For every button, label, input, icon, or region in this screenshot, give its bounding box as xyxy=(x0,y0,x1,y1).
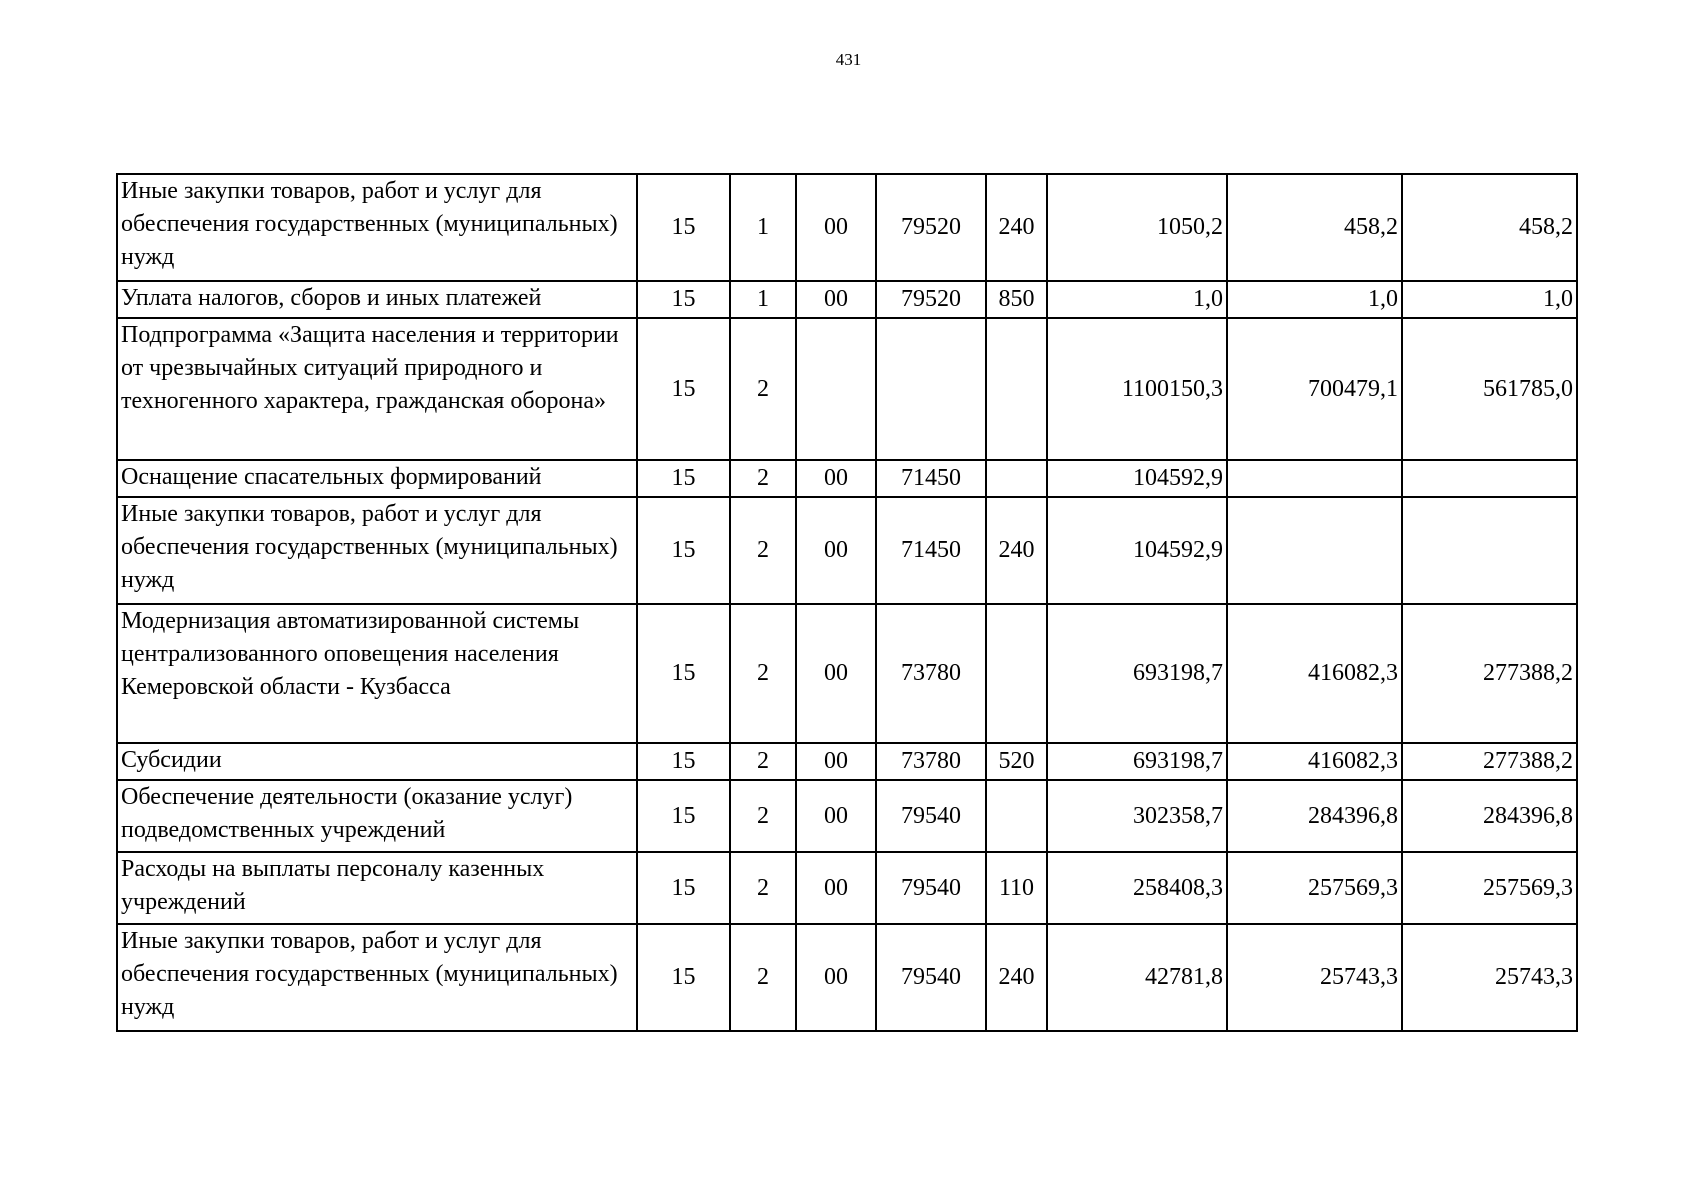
table-row xyxy=(117,460,1577,497)
amount-1: 1100150,3 xyxy=(1047,318,1227,460)
article-code: 79520 xyxy=(876,174,986,281)
expense-type-code xyxy=(986,460,1047,497)
table-row xyxy=(117,497,1577,604)
program-code: 15 xyxy=(637,174,730,281)
table-row xyxy=(117,318,1577,460)
amount-2 xyxy=(1227,497,1402,604)
direction-code: 00 xyxy=(796,924,876,1031)
expense-type-code xyxy=(986,604,1047,743)
amount-3: 1,0 xyxy=(1402,281,1577,318)
subprogram-code: 1 xyxy=(730,281,796,318)
amount-3: 25743,3 xyxy=(1402,924,1577,1031)
amount-2: 284396,8 xyxy=(1227,780,1402,852)
expense-type-code: 110 xyxy=(986,852,1047,924)
amount-1: 258408,3 xyxy=(1047,852,1227,924)
amount-2: 458,2 xyxy=(1227,174,1402,281)
expense-type-code: 240 xyxy=(986,924,1047,1031)
row-name: Подпрограмма «Защита населения и территории от чрезвычайных ситуаций природного и техногенного характера, гражданская оборона» xyxy=(117,318,637,460)
amount-3: 561785,0 xyxy=(1402,318,1577,460)
program-code: 15 xyxy=(637,780,730,852)
table-row xyxy=(117,780,1577,852)
program-code: 15 xyxy=(637,318,730,460)
subprogram-code: 2 xyxy=(730,924,796,1031)
direction-code: 00 xyxy=(796,497,876,604)
table-row xyxy=(117,743,1577,780)
expense-type-code xyxy=(986,318,1047,460)
direction-code: 00 xyxy=(796,174,876,281)
row-name: Иные закупки товаров, работ и услуг для обеспечения государственных (муниципальных) нужд xyxy=(117,924,637,1031)
amount-2: 416082,3 xyxy=(1227,604,1402,743)
amount-2: 25743,3 xyxy=(1227,924,1402,1031)
subprogram-code: 2 xyxy=(730,604,796,743)
amount-1: 693198,7 xyxy=(1047,604,1227,743)
row-name: Расходы на выплаты персоналу казенных учреждений xyxy=(117,852,637,924)
subprogram-code: 2 xyxy=(730,852,796,924)
amount-2 xyxy=(1227,460,1402,497)
amount-2: 257569,3 xyxy=(1227,852,1402,924)
row-name: Уплата налогов, сборов и иных платежей xyxy=(117,281,637,318)
expense-type-code: 240 xyxy=(986,174,1047,281)
table-row xyxy=(117,281,1577,318)
table-row xyxy=(117,604,1577,743)
direction-code: 00 xyxy=(796,281,876,318)
program-code: 15 xyxy=(637,924,730,1031)
article-code: 79540 xyxy=(876,852,986,924)
table-row xyxy=(117,852,1577,924)
direction-code: 00 xyxy=(796,460,876,497)
budget-table xyxy=(116,173,1578,1032)
row-name: Иные закупки товаров, работ и услуг для обеспечения государственных (муниципальных) нужд xyxy=(117,497,637,604)
amount-1: 693198,7 xyxy=(1047,743,1227,780)
direction-code: 00 xyxy=(796,743,876,780)
amount-2: 700479,1 xyxy=(1227,318,1402,460)
expense-type-code: 520 xyxy=(986,743,1047,780)
page-number: 431 xyxy=(835,50,862,69)
program-code: 15 xyxy=(637,604,730,743)
table-row xyxy=(117,924,1577,1031)
subprogram-code: 2 xyxy=(730,497,796,604)
direction-code: 00 xyxy=(796,852,876,924)
article-code: 79540 xyxy=(876,780,986,852)
row-name: Субсидии xyxy=(117,743,637,780)
direction-code xyxy=(796,318,876,460)
direction-code: 00 xyxy=(796,604,876,743)
subprogram-code: 2 xyxy=(730,743,796,780)
article-code: 71450 xyxy=(876,460,986,497)
amount-1: 1050,2 xyxy=(1047,174,1227,281)
row-name: Оснащение спасательных формирований xyxy=(117,460,637,497)
article-code: 73780 xyxy=(876,743,986,780)
article-code: 79520 xyxy=(876,281,986,318)
amount-2: 416082,3 xyxy=(1227,743,1402,780)
amount-2: 1,0 xyxy=(1227,281,1402,318)
subprogram-code: 1 xyxy=(730,174,796,281)
row-name: Обеспечение деятельности (оказание услуг) подведомственных учреждений xyxy=(117,780,637,852)
program-code: 15 xyxy=(637,281,730,318)
program-code: 15 xyxy=(637,460,730,497)
subprogram-code: 2 xyxy=(730,780,796,852)
expense-type-code: 240 xyxy=(986,497,1047,604)
subprogram-code: 2 xyxy=(730,460,796,497)
program-code: 15 xyxy=(637,497,730,604)
amount-3: 257569,3 xyxy=(1402,852,1577,924)
article-code xyxy=(876,318,986,460)
program-code: 15 xyxy=(637,852,730,924)
row-name: Модернизация автоматизированной системы централизованного оповещения населения Кемеровской области - Кузбасса xyxy=(117,604,637,743)
amount-3: 458,2 xyxy=(1402,174,1577,281)
amount-3: 277388,2 xyxy=(1402,604,1577,743)
subprogram-code: 2 xyxy=(730,318,796,460)
expense-type-code: 850 xyxy=(986,281,1047,318)
amount-3: 277388,2 xyxy=(1402,743,1577,780)
amount-1: 1,0 xyxy=(1047,281,1227,318)
amount-1: 302358,7 xyxy=(1047,780,1227,852)
article-code: 71450 xyxy=(876,497,986,604)
table-row xyxy=(117,174,1577,281)
amount-1: 104592,9 xyxy=(1047,497,1227,604)
expense-type-code xyxy=(986,780,1047,852)
article-code: 79540 xyxy=(876,924,986,1031)
amount-3 xyxy=(1402,497,1577,604)
article-code: 73780 xyxy=(876,604,986,743)
program-code: 15 xyxy=(637,743,730,780)
row-name: Иные закупки товаров, работ и услуг для обеспечения государственных (муниципальных) нужд xyxy=(117,174,637,281)
amount-3: 284396,8 xyxy=(1402,780,1577,852)
direction-code: 00 xyxy=(796,780,876,852)
amount-1: 42781,8 xyxy=(1047,924,1227,1031)
amount-1: 104592,9 xyxy=(1047,460,1227,497)
amount-3 xyxy=(1402,460,1577,497)
